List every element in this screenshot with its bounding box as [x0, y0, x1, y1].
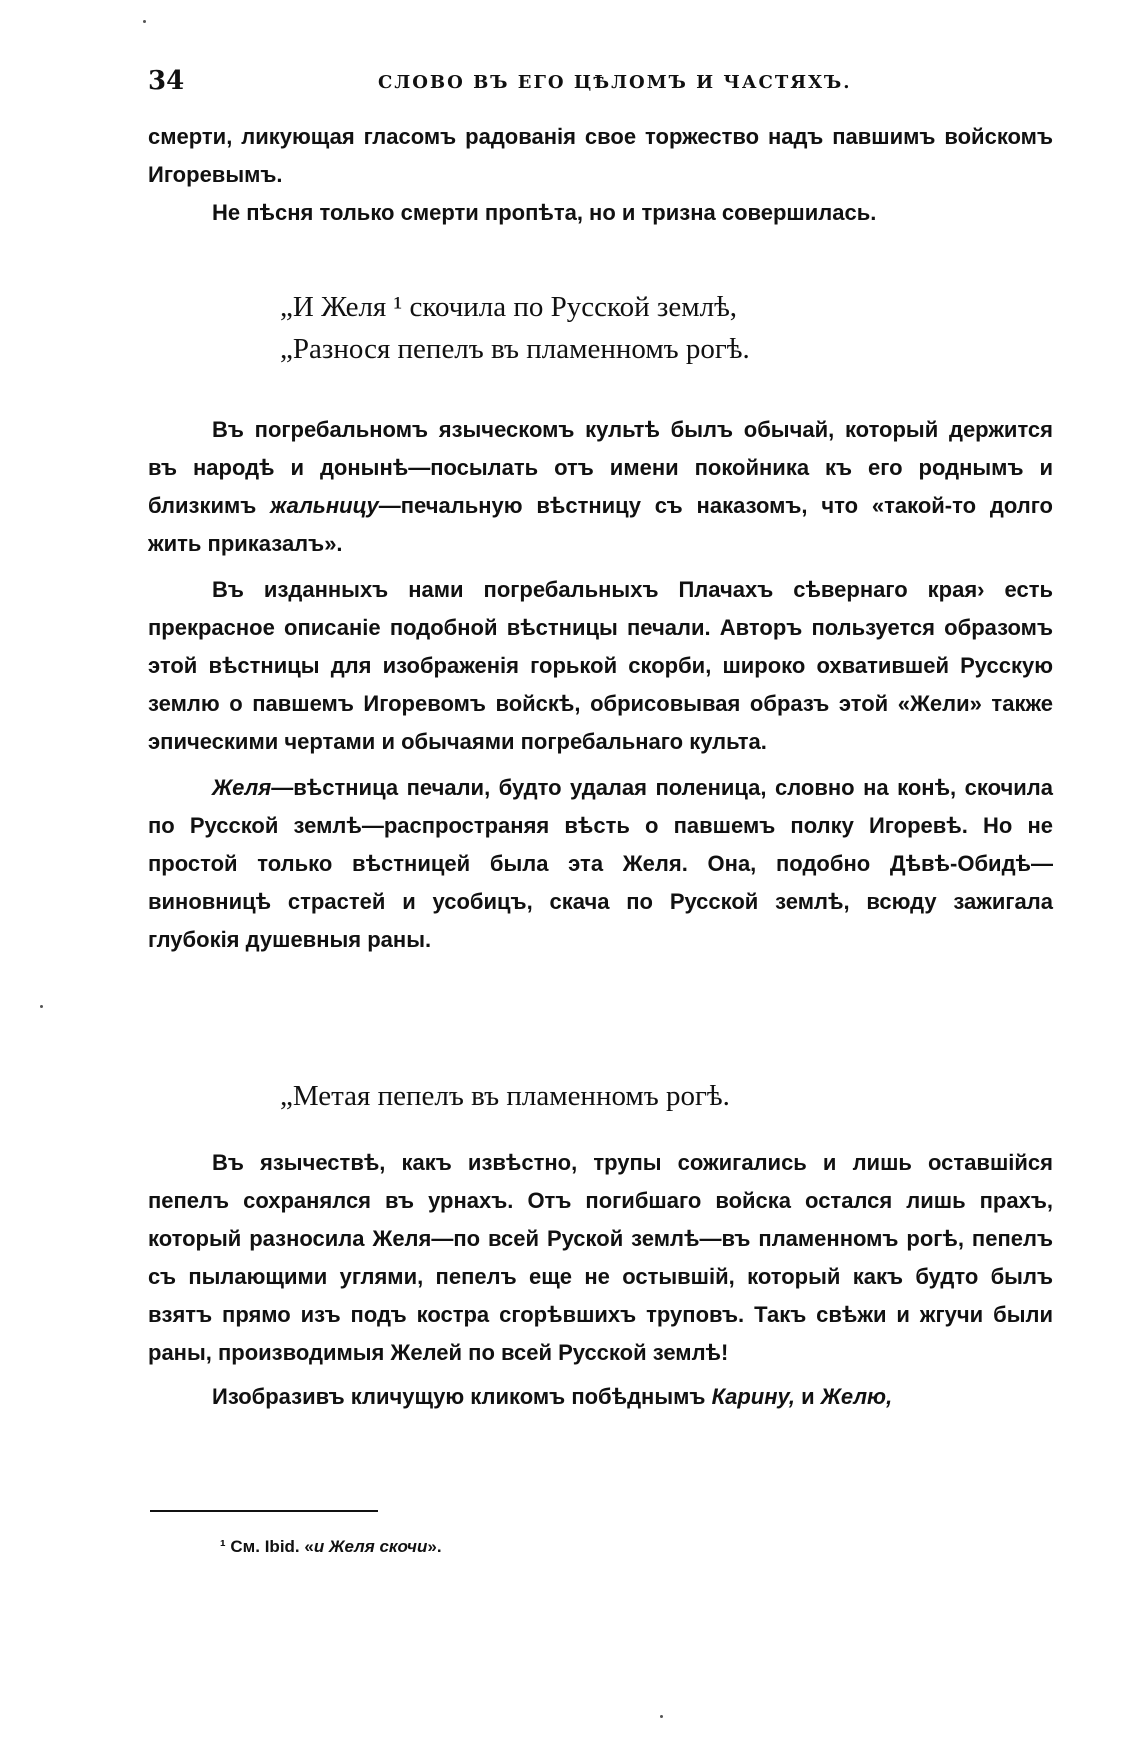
paragraph-zhelya: [148, 769, 1053, 959]
text-run: —печальную вѣстницу съ наказомъ, что «такой-то долго жить приказалъ».: [148, 493, 1053, 556]
text-run: Въ погребальномъ языческомъ культѣ былъ обычай, который держится въ народѣ и донынѣ—посылать отъ имени покойника къ его роднымъ и близкимъ: [148, 417, 1053, 518]
footnote-divider: [150, 1510, 378, 1512]
scan-speck: [660, 1715, 663, 1718]
paragraph-continuation: смерти, ликующая гласомъ радованія свое торжество надъ павшимъ войскомъ Игоревымъ.: [148, 124, 1053, 187]
paragraph-custom: [148, 411, 1053, 563]
italic-term: Желя: [212, 775, 272, 800]
page-number: 34: [148, 66, 185, 96]
middle-paragraphs: [148, 411, 1053, 959]
footnote-marker: ¹: [220, 1537, 226, 1556]
footnote: [220, 1537, 442, 1557]
running-title: СЛОВО ВЪ ЕГО ЦѢЛОМЪ И ЧАСТЯХЪ.: [378, 72, 852, 93]
italic-term: Карину,: [711, 1384, 795, 1409]
paragraph-izobraziv: [148, 1378, 1053, 1416]
footnote-italic: и Желя скочи: [313, 1537, 428, 1556]
closing-paragraphs: [148, 1144, 1053, 1416]
verse-quote-1: [280, 286, 1040, 370]
paragraph-paganism: Въ язычествѣ, какъ извѣстно, трупы сожигались и лишь оставшійся пепелъ сохранялся въ урнахъ. Отъ погибшаго войска остался лишь прахъ, который разносила Желя—по всей Руской землѣ—въ пламенномъ рогѣ, пепелъ съ пылающими углями, пепелъ еще не остывшій, который какъ будто былъ взятъ прямо изъ подъ костра сгорѣвшихъ труповъ. Такъ свѣжи и жгучи были раны, производимыя Желей по всей Русской землѣ!: [148, 1150, 1053, 1365]
footnote-text-end: ».: [427, 1537, 442, 1556]
scan-speck: [40, 1005, 43, 1008]
verse-line: „И Желя ¹ скочила по Русской землѣ,: [280, 291, 738, 323]
paragraph-trizna: Не пѣсня только смерти пропѣта, но и тризна совершилась.: [212, 200, 877, 225]
text-run: —вѣстница печали, будто удалая поленица, словно на конѣ, скочила по Русской землѣ—распространяя вѣсть о павшемъ полку Игоревѣ. Но не простой только вѣстницей была эта Желя. Она, подобно Дѣвѣ-Обидѣ—виновницѣ страстей и усобицъ, скача по Русской землѣ, всюду зажигала глубокія душевныя раны.: [148, 775, 1053, 952]
page-header: [148, 66, 1048, 106]
scan-speck: [143, 20, 146, 23]
verse-line: „Метая пепелъ въ пламенномъ рогѣ.: [280, 1080, 730, 1112]
text-run: и: [795, 1384, 821, 1409]
opening-paragraphs: [148, 118, 1053, 232]
footnote-text: См. Ibid. «: [230, 1537, 314, 1556]
paragraph-plachi: Въ изданныхъ нами погребальныхъ Плачахъ сѣвернаго края› есть прекрасное описаніе подобной вѣстницы печали. Авторъ пользуется образомъ этой вѣстницы для изображенія горькой скорби, широко охватившей Русскую землю о павшемъ Игоревомъ войскѣ, обрисовывая образъ этой «Жели» также эпическими чертами и обычаями погребальнаго культа.: [148, 577, 1053, 754]
text-run: Изобразивъ кличущую кликомъ побѣднымъ: [212, 1384, 712, 1409]
italic-term: Желю,: [820, 1384, 893, 1409]
verse-line: „Разнося пепелъ въ пламенномъ рогѣ.: [280, 333, 750, 365]
italic-term: жальницу: [270, 493, 379, 518]
verse-quote-2: [280, 1075, 1040, 1117]
